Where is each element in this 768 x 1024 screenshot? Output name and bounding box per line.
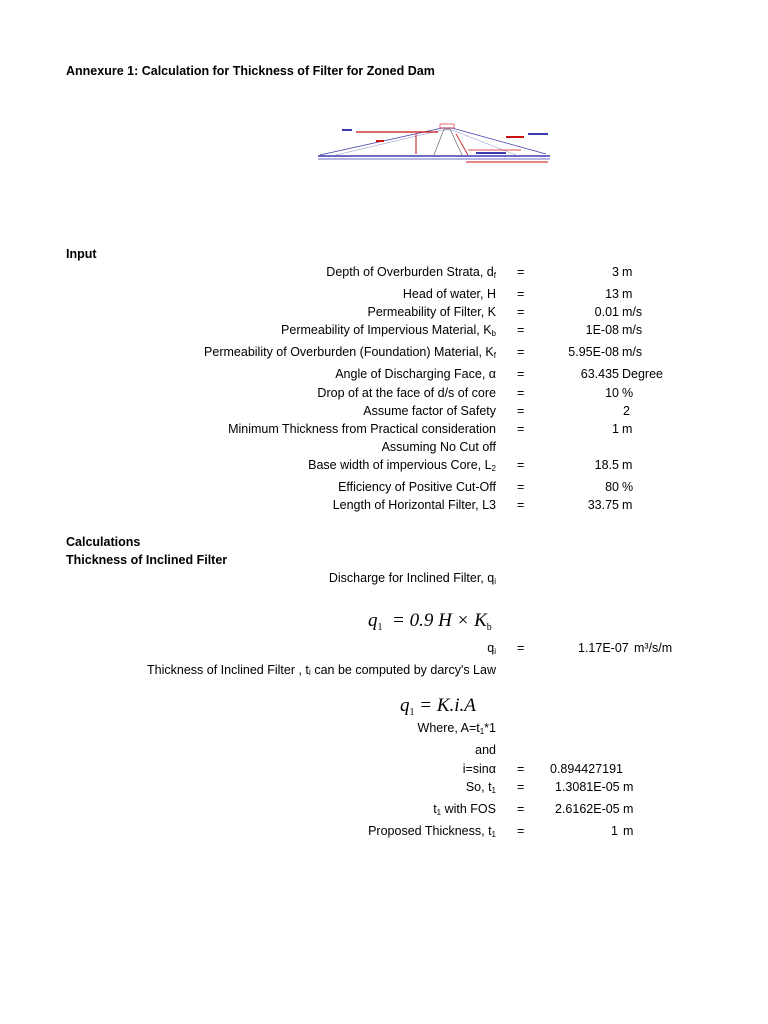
and-text: and <box>475 743 496 757</box>
proposed-thickness-value: 1 <box>611 824 618 838</box>
input-equals: = <box>517 305 525 319</box>
document-title: Annexure 1: Calculation for Thickness of Filter for Zoned Dam <box>66 64 435 78</box>
input-label: Permeability of Impervious Material, $K_b$ <box>281 323 496 338</box>
t1-fos-value: 2.6162E-05 <box>555 802 620 816</box>
input-value: 2 <box>623 404 630 418</box>
darcy-text: Thickness of Inclined Filter , tᵢ can be computed by darcy's Law <box>147 663 496 677</box>
input-value: 80 <box>605 480 619 494</box>
darcy-formula: $q_1 = K.i.A$ <box>400 695 476 718</box>
input-equals: = <box>517 265 525 279</box>
proposed-thickness-equals: = <box>517 824 525 838</box>
qi-unit: m³/s/m <box>634 641 673 655</box>
where-text: Where, $A=t_1*1$ <box>417 721 496 736</box>
input-label: Drop of at the face of d/s of core <box>317 386 496 400</box>
input-heading: Input <box>66 247 97 261</box>
input-unit: m <box>622 422 633 436</box>
dam-section-diagram <box>316 120 552 166</box>
inclined-filter-heading: Thickness of Inclined Filter <box>66 553 228 567</box>
input-value: 5.95E-08 <box>568 345 619 359</box>
input-label: Base width of impervious Core, $L_2$ <box>308 458 496 473</box>
input-label: Minimum Thickness from Practical consideration <box>228 422 496 436</box>
input-label: Permeability of Filter, K <box>367 305 496 319</box>
input-value: 18.5 <box>594 458 619 472</box>
input-unit: % <box>622 480 634 494</box>
inclined-filter-line <box>456 134 468 155</box>
qi-equals: = <box>517 641 525 655</box>
toe-annotation <box>476 152 506 154</box>
input-label: Angle of Discharging Face, α <box>335 367 496 381</box>
input-equals: = <box>517 367 525 381</box>
input-equals: = <box>517 345 525 359</box>
input-equals: = <box>517 386 525 400</box>
input-unit: m/s <box>622 345 643 359</box>
t1-equals: = <box>517 780 525 794</box>
input-unit: m <box>622 265 633 279</box>
discharge-label: Discharge for Inclined Filter, $q_i$ <box>328 571 496 586</box>
input-label: Assuming No Cut off <box>381 440 496 454</box>
i-equals: = <box>517 762 525 776</box>
downstream-label-annotation <box>528 133 548 135</box>
core-outline <box>434 129 462 155</box>
input-value: 10 <box>605 386 619 400</box>
input-label: Length of Horizontal Filter, L3 <box>332 498 496 512</box>
input-unit: m/s <box>622 305 643 319</box>
input-unit: % <box>622 386 634 400</box>
input-equals: = <box>517 287 525 301</box>
input-value: 3 <box>612 265 619 279</box>
proposed-thickness-label: Proposed Thickness, $t_1$ <box>368 824 496 839</box>
calculations-heading: Calculations <box>66 535 141 549</box>
input-equals: = <box>517 498 525 512</box>
t1-fos-label: $t_1$ with FOS <box>433 802 496 817</box>
proposed-thickness-unit: m <box>623 824 634 838</box>
qi-label: $q_i$ <box>487 641 496 656</box>
input-value: 1E-08 <box>585 323 619 337</box>
upstream-annotation <box>342 129 352 131</box>
input-unit: m <box>622 287 633 301</box>
input-label: Efficiency of Positive Cut-Off <box>338 480 496 494</box>
discharge-formula: $q_1 = 0.9$ $H \times K_b$ <box>368 610 492 633</box>
t1-unit: m <box>623 780 634 794</box>
qi-value: 1.17E-07 <box>578 641 629 655</box>
input-label: Assume factor of Safety <box>363 404 496 418</box>
input-value: 13 <box>605 287 619 301</box>
t1-label: So, $t_1$ <box>465 780 496 795</box>
input-equals: = <box>517 323 525 337</box>
input-equals: = <box>517 480 525 494</box>
input-value: 33.75 <box>587 498 619 512</box>
input-equals: = <box>517 422 525 436</box>
input-unit: m <box>622 498 633 512</box>
input-unit: m <box>622 458 633 472</box>
input-label: Permeability of Overburden (Foundation) Material, $K_f$ <box>204 345 496 360</box>
upstream-marker <box>376 140 384 142</box>
input-unit: Degree <box>622 367 663 381</box>
input-unit: m/s <box>622 323 643 337</box>
input-value: 0.01 <box>594 305 619 319</box>
i-label: i=sinα <box>462 762 496 776</box>
input-equals: = <box>517 458 525 472</box>
input-label: Depth of Overburden Strata, $d_f$ <box>326 265 496 280</box>
i-value: 0.894427191 <box>550 762 623 776</box>
input-label: Head of water, H <box>402 287 496 301</box>
input-value: 63.435 <box>580 367 619 381</box>
t1-value: 1.3081E-05 <box>555 780 620 794</box>
dam-inner-outline <box>336 130 516 155</box>
downstream-annotation <box>506 136 524 138</box>
input-equals: = <box>517 404 525 418</box>
t1-fos-equals: = <box>517 802 525 816</box>
t1-fos-unit: m <box>623 802 634 816</box>
input-value: 1 <box>612 422 619 436</box>
crest-annotation <box>440 124 454 128</box>
